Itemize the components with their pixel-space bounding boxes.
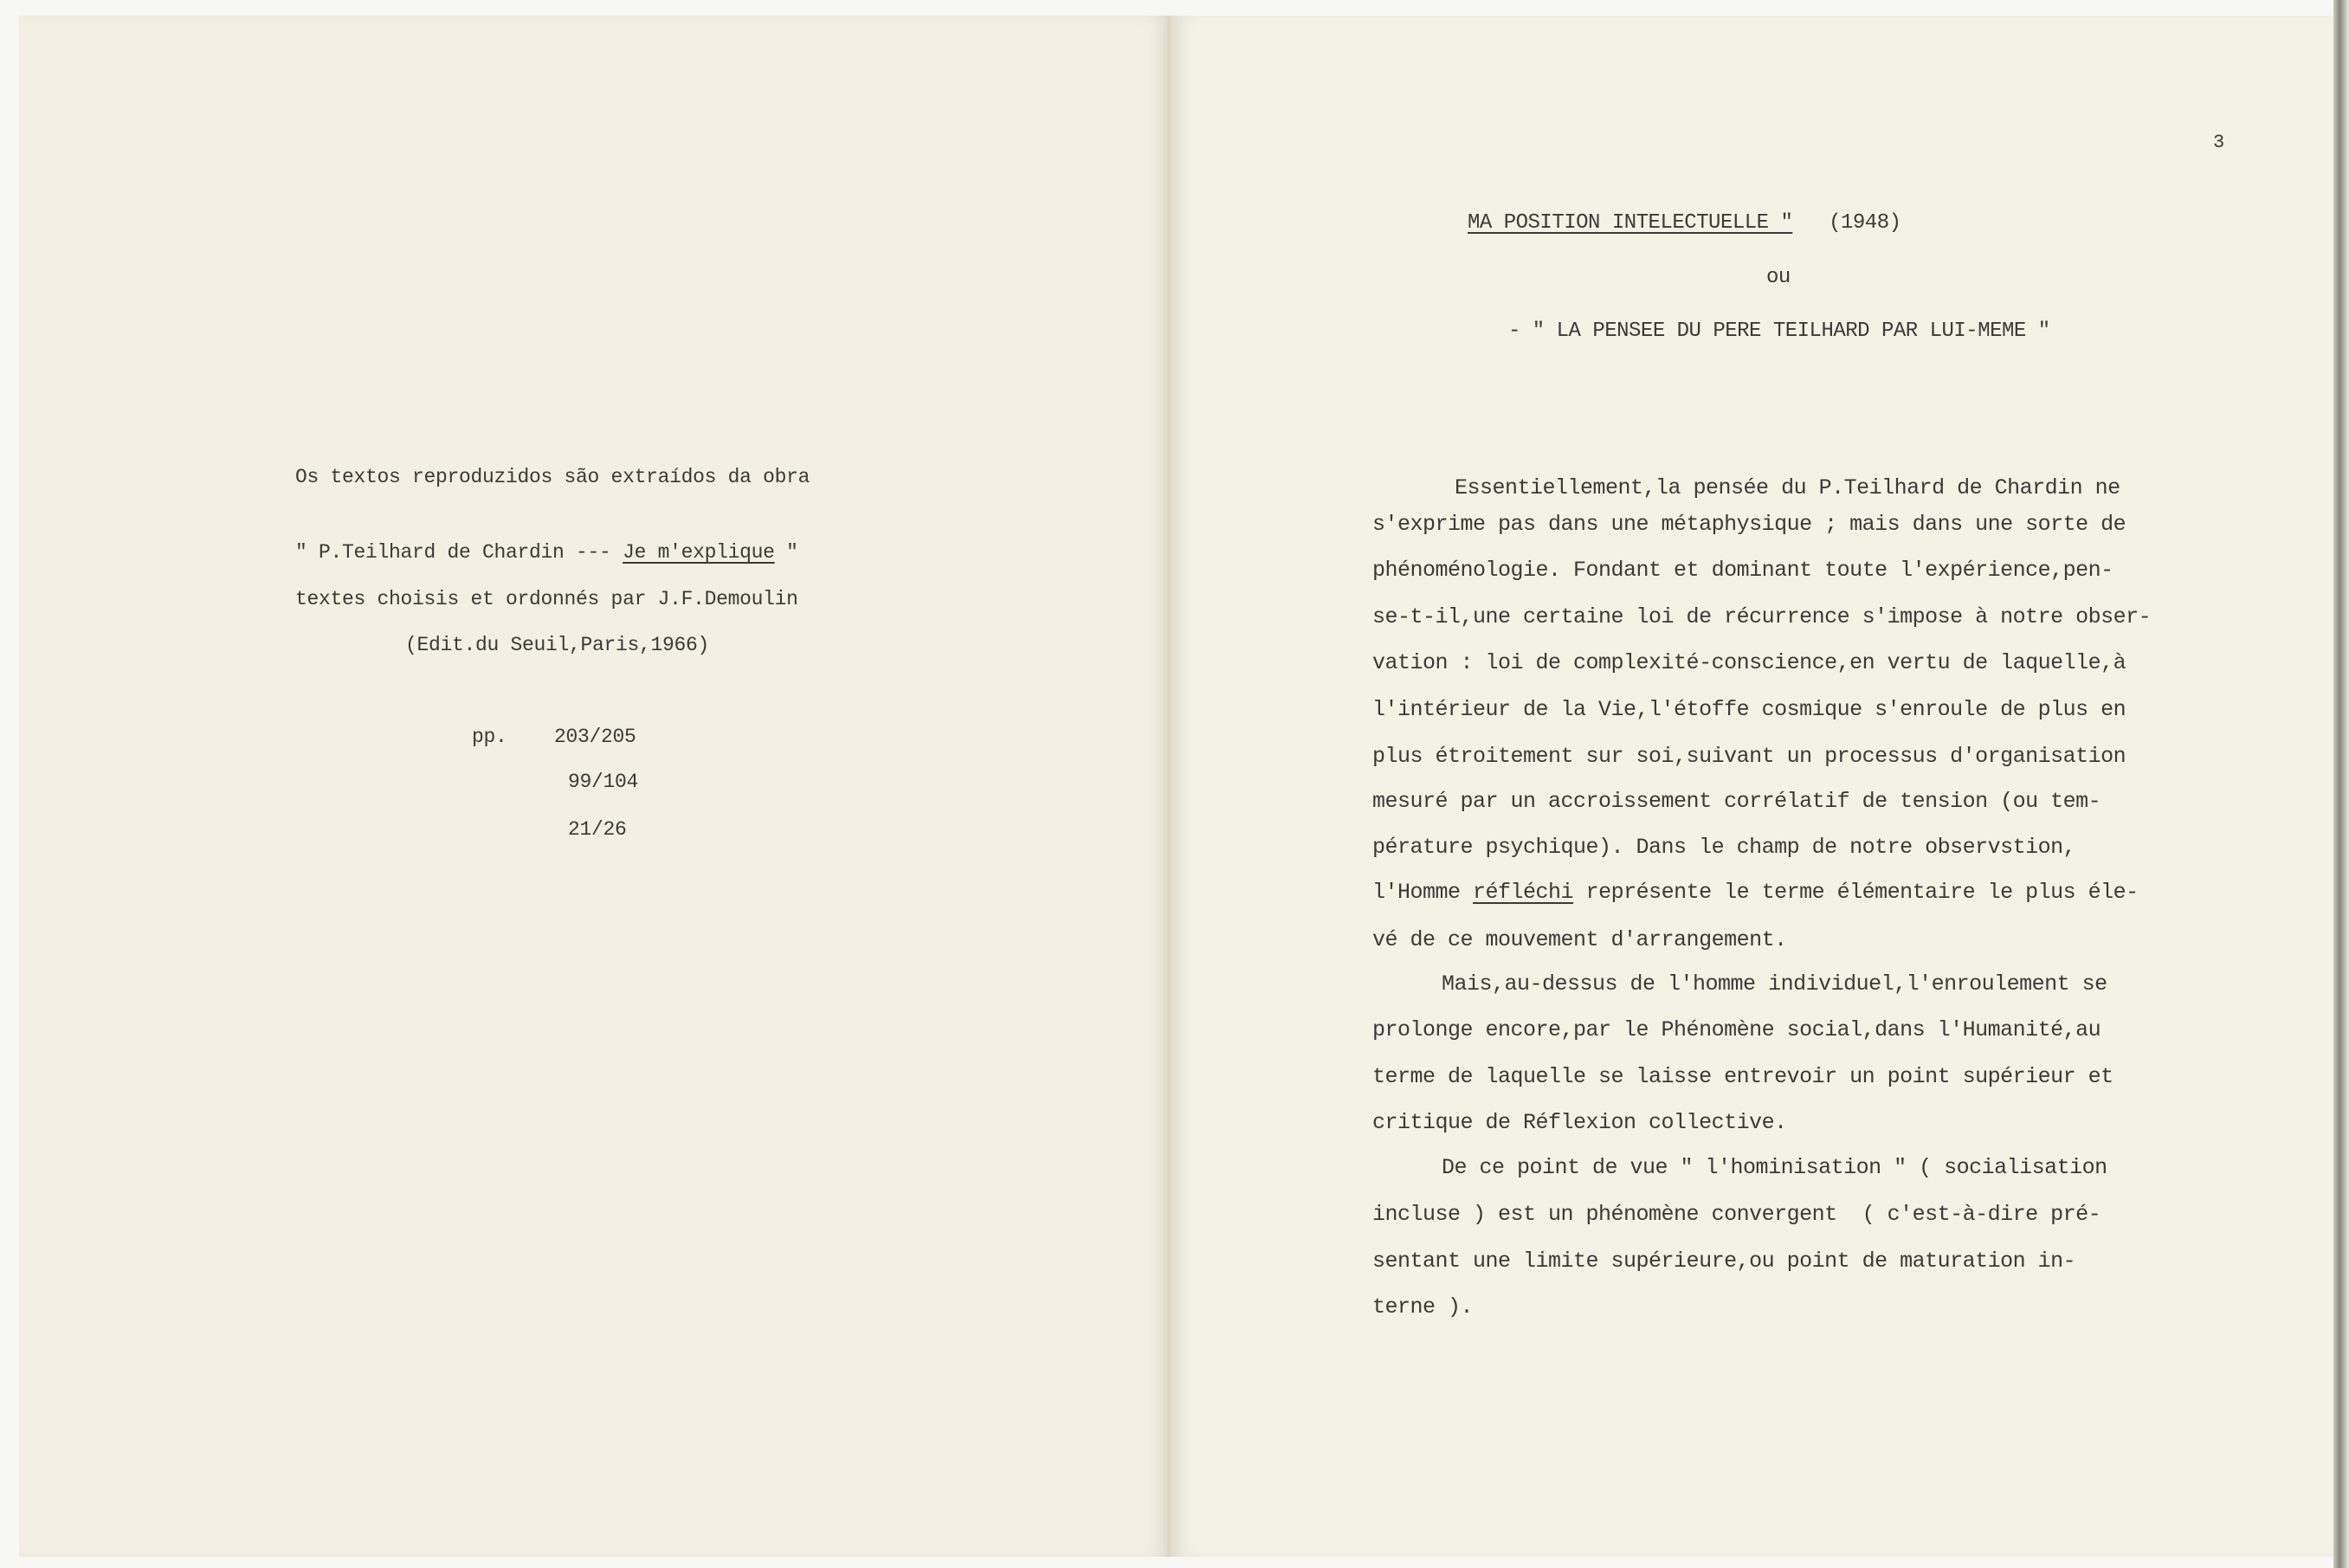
publisher-line: (Edit.du Seuil,Paris,1966) (405, 634, 710, 656)
body-line: sentant une limite supérieure,ou point de maturation in- (1372, 1249, 2076, 1274)
citation-suffix: " (774, 541, 798, 564)
body-line: prolonge encore,par le Phénomène social,dans l'Humanité,au (1372, 1017, 2101, 1042)
body-line: l'intérieur de la Vie,l'étoffe cosmique s'enroule de plus en (1372, 697, 2126, 722)
body-line: se-t-il,une certaine loi de récurrence s'impose à notre obser- (1372, 604, 2152, 629)
body-line: incluse ) est un phénomène convergent ( c'est-à-dire pré- (1372, 1202, 2101, 1227)
body-line: phénoménologie. Fondant et dominant toute l'expérience,pen- (1372, 558, 2113, 583)
body-line: mesuré par un accroissement corrélatif de tension (ou tem- (1372, 789, 2101, 814)
chapter-title-text: MA POSITION INTELECTUELLE " (1468, 211, 1793, 235)
pages-range: 203/205 (554, 726, 636, 748)
intro-line: Os textos reproduzidos são extraídos da obra (295, 466, 810, 488)
body-line (1372, 880, 2139, 905)
body-line: s'exprime pas dans une métaphysique ; mais dans une sorte de (1372, 512, 2126, 537)
subtitle: - " LA PENSEE DU PERE TEILHARD PAR LUI-MEME " (1508, 319, 2050, 343)
editor-line: textes choisis et ordonnés par J.F.Demoulin (295, 588, 798, 610)
book-title: Je m'explique (623, 541, 775, 564)
chapter-year: (1948) (1829, 211, 1901, 235)
body-line: vé de ce mouvement d'arrangement. (1372, 927, 1787, 952)
pages-label: pp. (472, 726, 507, 748)
page-edge (2333, 0, 2349, 1568)
body-text-segment: l'Homme (1372, 880, 1474, 905)
page-number: 3 (2213, 132, 2224, 153)
citation-prefix: " P.Teilhard de Chardin --- (295, 541, 623, 564)
citation-line (295, 541, 798, 564)
body-line: critique de Réflexion collective. (1372, 1110, 1787, 1135)
body-text-segment: représente le terme élémentaire le plus éle- (1573, 880, 2139, 905)
body-line: plus étroitement sur soi,suivant un processus d'organisation (1372, 744, 2126, 769)
or-label: ou (1766, 266, 1791, 289)
body-line: De ce point de vue " l'hominisation " ( socialisation (1442, 1155, 2107, 1180)
body-line: terme de laquelle se laisse entrevoir un point supérieur et (1372, 1064, 2113, 1089)
pages-range: 99/104 (568, 771, 639, 793)
body-line: terne ). (1372, 1294, 1474, 1320)
pages-range: 21/26 (568, 818, 627, 841)
emphasized-word: réfléchi (1473, 880, 1574, 905)
right-page (1171, 16, 2333, 1557)
body-line: vation : loi de complexité-conscience,en vertu de laquelle,à (1372, 650, 2126, 675)
chapter-title (1468, 211, 1901, 235)
body-line: pérature psychique). Dans le champ de notre observstion, (1372, 835, 2076, 860)
body-line: Essentiellement,la pensée du P.Teilhard de Chardin ne (1455, 475, 2120, 500)
body-line: Mais,au-dessus de l'homme individuel,l'enroulement se (1442, 971, 2107, 997)
